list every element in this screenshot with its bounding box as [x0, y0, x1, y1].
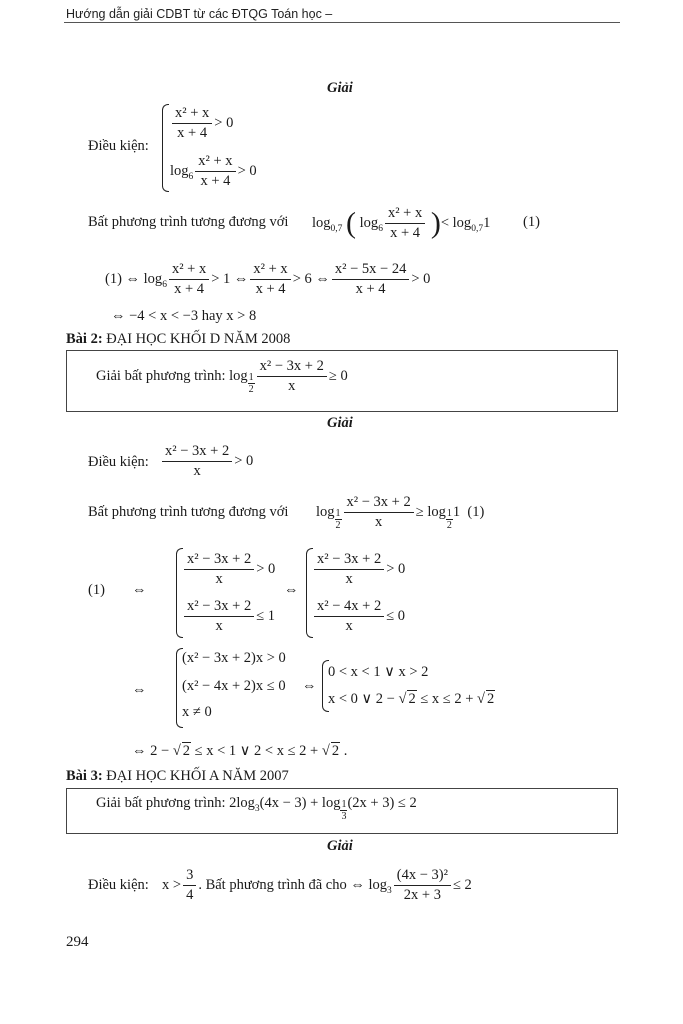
- condition-1b: $\log_6$ $\frac{\text{x² + x}}{x + 4}$ > 0: [170, 153, 257, 189]
- equation-number-sys1: (1): [88, 582, 105, 598]
- equivalent-text-2: Bất phương trình tương đương với: [88, 504, 289, 520]
- section-title-bai2: Bài 2: ĐẠI HỌC KHỐI D NĂM 2008: [66, 331, 291, 347]
- solution-heading-3: Giải: [327, 838, 353, 854]
- equivalent-text-1: Bất phương trình tương đương với: [88, 214, 289, 230]
- derivation-line-1: (1) ⇔ $\log_6$ $\frac{\text{x² + x}}{x + 4}$ > 1 ⇔ $\frac{\text{x² + x}}{x + 4}$ > 6 ⇔ $\frac{\text{x² − 5x − 24}}{x + 4}$ > 0: [105, 261, 431, 297]
- sys4-line-a: 0 < x < 1 ∨ x > 2: [328, 664, 429, 680]
- equivalent-expr-2: log $\frac{1}{2}$ $\frac{\text{x² − 3x + 2}}{x}$ ≥ log $\frac{1}{2}$ 1 (1): [316, 494, 485, 531]
- sys1-line-a: $\frac{\text{x² − 3x + 2}}{x}$ > 0: [182, 550, 275, 589]
- running-header: Hướng dẫn giải CDBT từ các ĐTQG Toán học –: [66, 7, 333, 21]
- iff-sys2: ⇔: [284, 582, 299, 598]
- sys2-line-a: $\frac{\text{x² − 3x + 2}}{x}$ > 0: [312, 550, 405, 589]
- solution-heading-2: Giải: [327, 415, 353, 431]
- condition-label-1: Điều kiện:: [88, 138, 149, 154]
- section-title-bai3: Bài 3: ĐẠI HỌC KHỐI A NĂM 2007: [66, 768, 289, 784]
- solution-heading-1: Giải: [327, 80, 353, 96]
- condition-label-3: Điều kiện:: [88, 877, 149, 893]
- iff-sys3: ⇔: [132, 682, 147, 698]
- condition-label-2: Điều kiện:: [88, 454, 149, 470]
- problem-statement-bai2: Giải bất phương trình: log $\frac{1}{2}$ $\frac{\text{x² − 3x + 2}}{x}$ ≥ 0: [96, 358, 348, 395]
- sys2-line-b: $\frac{\text{x² − 4x + 2}}{x}$ ≤ 0: [312, 597, 405, 636]
- result-line-1: ⇔ −4 < x < −3 hay x > 8: [111, 308, 257, 324]
- equation-number-1: (1): [523, 214, 540, 230]
- page-number: 294: [66, 934, 89, 950]
- sys4-line-b: x < 0 ∨ 2 − √ 2 ≤ x ≤ 2 + √ 2: [328, 691, 495, 707]
- sys1-line-b: $\frac{\text{x² − 3x + 2}}{x}$ ≤ 1: [182, 597, 275, 636]
- system-brace-1: [162, 104, 169, 192]
- sys3-line-c: x ≠ 0: [182, 704, 212, 720]
- sys3-line-a: (x² − 3x + 2)x > 0: [182, 650, 286, 666]
- condition-2: $\frac{\text{x² − 3x + 2}}{x}$ > 0: [160, 442, 253, 481]
- sys3-line-b: (x² − 4x + 2)x ≤ 0: [182, 678, 286, 694]
- equivalent-expr-1: $\log_{0,7}$ ( $\log_6$ $\frac{\text{x² + x}}{x + 4}$ )< $\log_{0,7}1$: [312, 205, 491, 241]
- iff-sys1: ⇔: [132, 582, 147, 598]
- iff-sys4: ⇔: [302, 678, 317, 694]
- condition-3: x > $\frac{3}{4}$ . Bất phương trình đã cho ⇔ $\log_3$ $\frac{\text{(4x − 3)²}}{2x + 3}$ ≤ 2: [162, 867, 472, 903]
- condition-1a: $\frac{\text{x² + x}}{x + 4}$ > 0: [170, 104, 233, 143]
- problem-statement-bai3: Giải bất phương trình: $2\log_3(4x - 3) + \log$ $\frac{1}{3}$ (2x + 3) ≤ 2: [96, 795, 417, 822]
- final-result-2: ⇔ 2 − √ 2 ≤ x < 1 ∨ 2 < x ≤ 2 + √ 2 .: [132, 743, 348, 759]
- header-rule: [64, 22, 620, 23]
